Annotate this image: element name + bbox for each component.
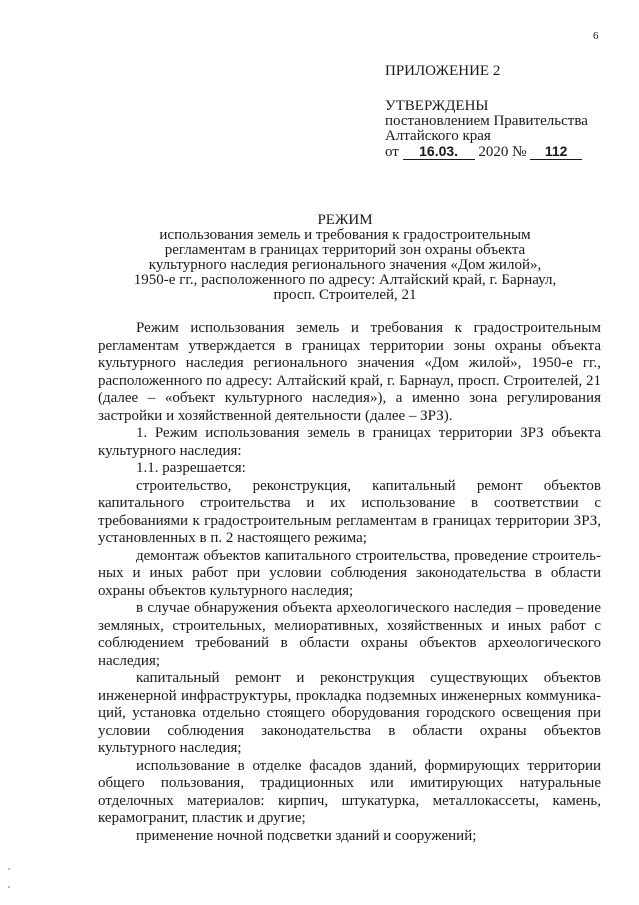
paragraph-demolition: демонтаж объектов капитального строительства, проведение строитель-ных и иных работ при условии соблюдения законодательства в области охраны объектов культурного наследия; xyxy=(98,547,601,599)
appendix-title: ПРИЛОЖЕНИЕ 2 xyxy=(385,63,501,79)
paragraph-lighting: применение ночной подсветки зданий и сооружений; xyxy=(136,827,477,844)
paragraph-intro: Режим использования земель и требования к градостроительным регламентам утверждается в границах территории зоны охраны объекта культурного наследия регионального значения «Дом жилой», 1950-е гг., расположенного по адресу: Алтайский край, г. Барнаул, просп. Строителей, 21 (далее – «объект культурного наследия»), а именно зона регулирования застройки и хозяйственной деятельности (далее – ЗРЗ). xyxy=(98,320,601,424)
approved-heading: УТВЕРЖДЕНЫ xyxy=(385,98,489,114)
year: 2020 xyxy=(478,144,509,160)
document-title xyxy=(100,213,590,303)
date-prefix: от xyxy=(385,144,399,160)
scan-speck xyxy=(8,886,10,888)
title-line-3: культурного наследия регионального значения «Дом жилой», xyxy=(148,257,542,273)
paragraph-archaeology: в случае обнаружения объекта археологического наследия – проведение земляных, строительных, мелиоративных, хозяйственных и иных работ с соблюдением требований в области охраны объектов археологического наследия; xyxy=(98,600,601,669)
approved-by-region: Алтайского края xyxy=(385,128,491,144)
paragraph-construction: строительство, реконструкция, капитальный ремонт объектов капитального строительства и их использование в соответствии с требованиями к градостроительным регламентам в границах территории ЗРЗ, установленных в п. 2 настоящего режима; xyxy=(98,477,601,546)
approved-by-line: постановлением Правительства xyxy=(385,113,588,129)
paragraph-facades: использование в отделке фасадов зданий, формирующих территории общего пользования, традиционных или имитирующих натуральные отделочных материалов: кирпич, штукатурка, металлокассеты, камень, керамогранит, пластик и другие; xyxy=(98,757,601,826)
number-sign: № xyxy=(512,144,527,160)
paragraph-section-1: 1. Режим использования земель в границах территории ЗРЗ объекта культурного наследия: xyxy=(98,425,601,459)
date-number-line xyxy=(385,144,635,160)
title-line-4: 1950-е гг., расположенного по адресу: Алтайский край, г. Барнаул, xyxy=(133,272,557,288)
title-line-1: использования земель и требования к градостроительным xyxy=(159,227,531,243)
paragraph-1-1: 1.1. разрешается: xyxy=(136,460,246,476)
page-number: 6 xyxy=(593,30,599,42)
scan-speck xyxy=(8,868,10,870)
handwritten-date: 16.03. xyxy=(403,144,475,160)
appendix-block xyxy=(385,64,635,160)
document-body xyxy=(98,320,601,845)
title-regime: РЕЖИМ xyxy=(317,212,373,228)
title-line-5: просп. Строителей, 21 xyxy=(273,287,417,303)
paragraph-infrastructure: капитальный ремонт и реконструкция существующих объектов инженерной инфраструктуры, прокладка подземных инженерных коммуника-ций, установка отдельно стоящего оборудования городского освещения при условии соблюдения законодательства в области охраны объектов культурного наследия; xyxy=(98,670,601,756)
handwritten-number: 112 xyxy=(530,144,582,160)
title-line-2: регламентам в границах территорий зон охраны объекта xyxy=(164,242,526,258)
